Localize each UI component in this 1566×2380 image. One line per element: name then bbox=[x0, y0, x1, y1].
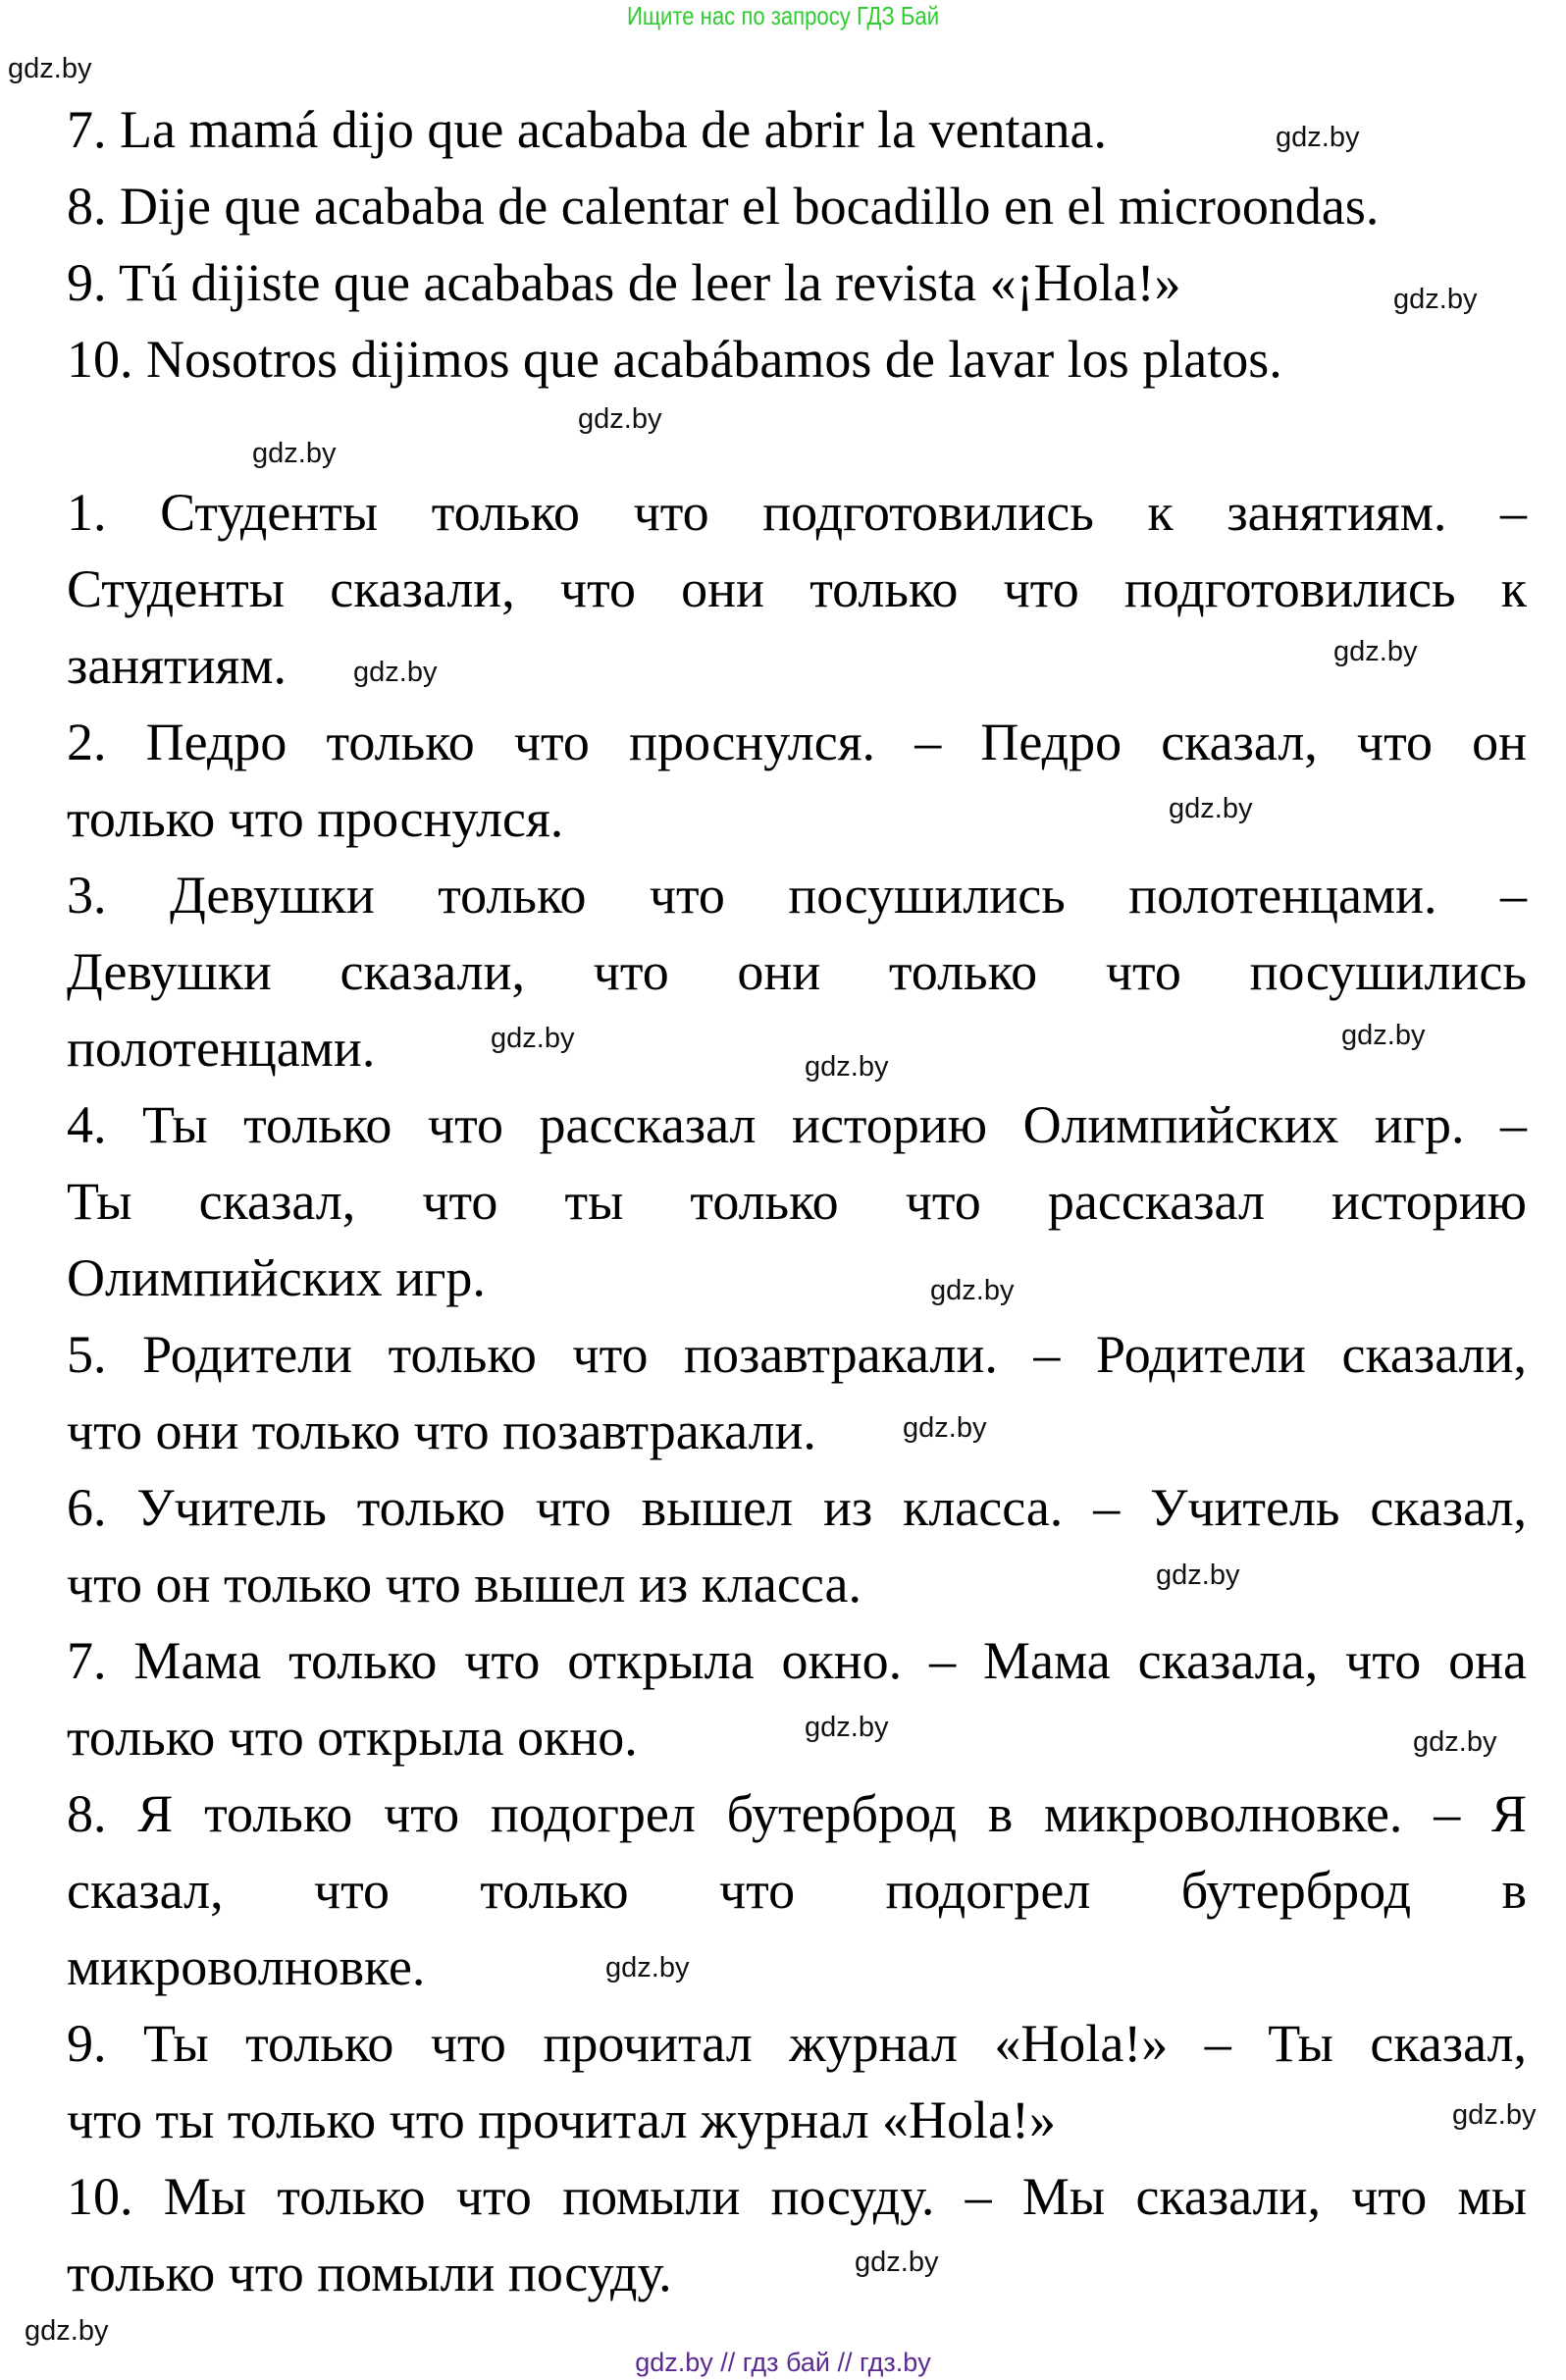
answer-line: 8. Dije que acababa de calentar el bocadillo en el microondas. bbox=[67, 177, 1380, 236]
watermark: gdz.by bbox=[1333, 636, 1418, 667]
answer-line: 4. Ты только что рассказал историю Олимпийских игр. – bbox=[67, 1095, 1527, 1154]
answer-line: Олимпийских игр. bbox=[67, 1248, 486, 1307]
answer-line: что они только что позавтракали. bbox=[67, 1402, 816, 1460]
answer-line: 9. Tú dijiste que acababas de leer la revista «¡Hola!» bbox=[67, 253, 1181, 312]
answer-item bbox=[67, 1316, 1527, 1469]
answer-line: только что открыла окно. bbox=[67, 1708, 638, 1767]
watermark: gdz.by bbox=[252, 438, 337, 469]
search-banner: Ищите нас по запросу ГДЗ Бай bbox=[626, 1, 940, 30]
watermark: gdz.by bbox=[855, 2247, 939, 2278]
answer-line: что ты только что прочитал журнал «Hola!» bbox=[67, 2090, 1056, 2149]
answer-text bbox=[67, 91, 1527, 2311]
answer-line: 6. Учитель только что вышел из класса. – Учитель сказал, bbox=[67, 1478, 1527, 1537]
watermark: gdz.by bbox=[353, 657, 438, 688]
watermark: gdz.by bbox=[1393, 284, 1478, 315]
answer-item bbox=[67, 704, 1527, 857]
answer-line: Студенты сказали, что они только что подготовились к bbox=[67, 559, 1527, 618]
answer-item bbox=[67, 2005, 1527, 2158]
answer-line: 1. Студенты только что подготовились к занятиям. – bbox=[67, 483, 1527, 542]
russian-answers bbox=[67, 474, 1527, 2311]
watermark: gdz.by bbox=[805, 1712, 889, 1743]
answer-item bbox=[67, 1086, 1527, 1316]
answer-line: что он только что вышел из класса. bbox=[67, 1555, 861, 1613]
watermark: gdz.by bbox=[1452, 2099, 1537, 2131]
answer-item bbox=[67, 168, 1527, 244]
answer-item bbox=[67, 321, 1527, 397]
answer-line: только что помыли посуду. bbox=[67, 2244, 672, 2302]
answer-line: сказал, что только что подогрел бутерброд в bbox=[67, 1861, 1527, 1920]
watermark: gdz.by bbox=[1341, 1020, 1426, 1051]
answer-line: полотенцами. bbox=[67, 1019, 376, 1078]
answer-line: 10. Nosotros dijimos que acabábamos de lavar los platos. bbox=[67, 330, 1282, 389]
watermark: gdz.by bbox=[1276, 122, 1360, 153]
answer-line: 7. La mamá dijo que acababa de abrir la ventana. bbox=[67, 100, 1107, 159]
watermark: gdz.by bbox=[25, 2315, 109, 2347]
answer-line: 8. Я только что подогрел бутерброд в микроволновке. – Я bbox=[67, 1784, 1527, 1843]
answer-item bbox=[67, 1469, 1527, 1622]
answer-line: 10. Мы только что помыли посуду. – Мы сказали, что мы bbox=[67, 2167, 1527, 2226]
answer-line: 9. Ты только что прочитал журнал «Hola!» – Ты сказал, bbox=[67, 2014, 1527, 2073]
footer-links: gdz.by // гдз бай // гдз.by bbox=[635, 2348, 931, 2377]
answer-line: Девушки сказали, что они только что посушились bbox=[67, 942, 1527, 1001]
answer-item bbox=[67, 244, 1527, 321]
watermark: gdz.by bbox=[8, 53, 92, 84]
answer-line: 5. Родители только что позавтракали. – Родители сказали, bbox=[67, 1325, 1527, 1384]
answer-item bbox=[67, 474, 1527, 704]
watermark: gdz.by bbox=[491, 1023, 575, 1054]
answer-item bbox=[67, 2158, 1527, 2311]
watermark: gdz.by bbox=[1169, 793, 1253, 824]
watermark: gdz.by bbox=[1413, 1726, 1497, 1758]
answer-line: 3. Девушки только что посушились полотенцами. – bbox=[67, 866, 1527, 925]
watermark: gdz.by bbox=[1156, 1560, 1240, 1591]
answer-line: Ты сказал, что ты только что рассказал историю bbox=[67, 1172, 1527, 1231]
watermark: gdz.by bbox=[903, 1412, 987, 1444]
answer-item bbox=[67, 1622, 1527, 1775]
answer-item bbox=[67, 1775, 1527, 2005]
watermark: gdz.by bbox=[578, 403, 662, 435]
answer-line: 7. Мама только что открыла окно. – Мама сказала, что она bbox=[67, 1631, 1527, 1690]
watermark: gdz.by bbox=[805, 1051, 889, 1083]
watermark: gdz.by bbox=[930, 1275, 1015, 1306]
watermark: gdz.by bbox=[605, 1952, 690, 1983]
answer-line: только что проснулся. bbox=[67, 789, 564, 848]
answer-line: 2. Педро только что проснулся. – Педро сказал, что он bbox=[67, 713, 1527, 771]
answer-line: микроволновке. bbox=[67, 1937, 426, 1996]
answer-item bbox=[67, 857, 1527, 1086]
answer-line: занятиям. bbox=[67, 636, 287, 695]
